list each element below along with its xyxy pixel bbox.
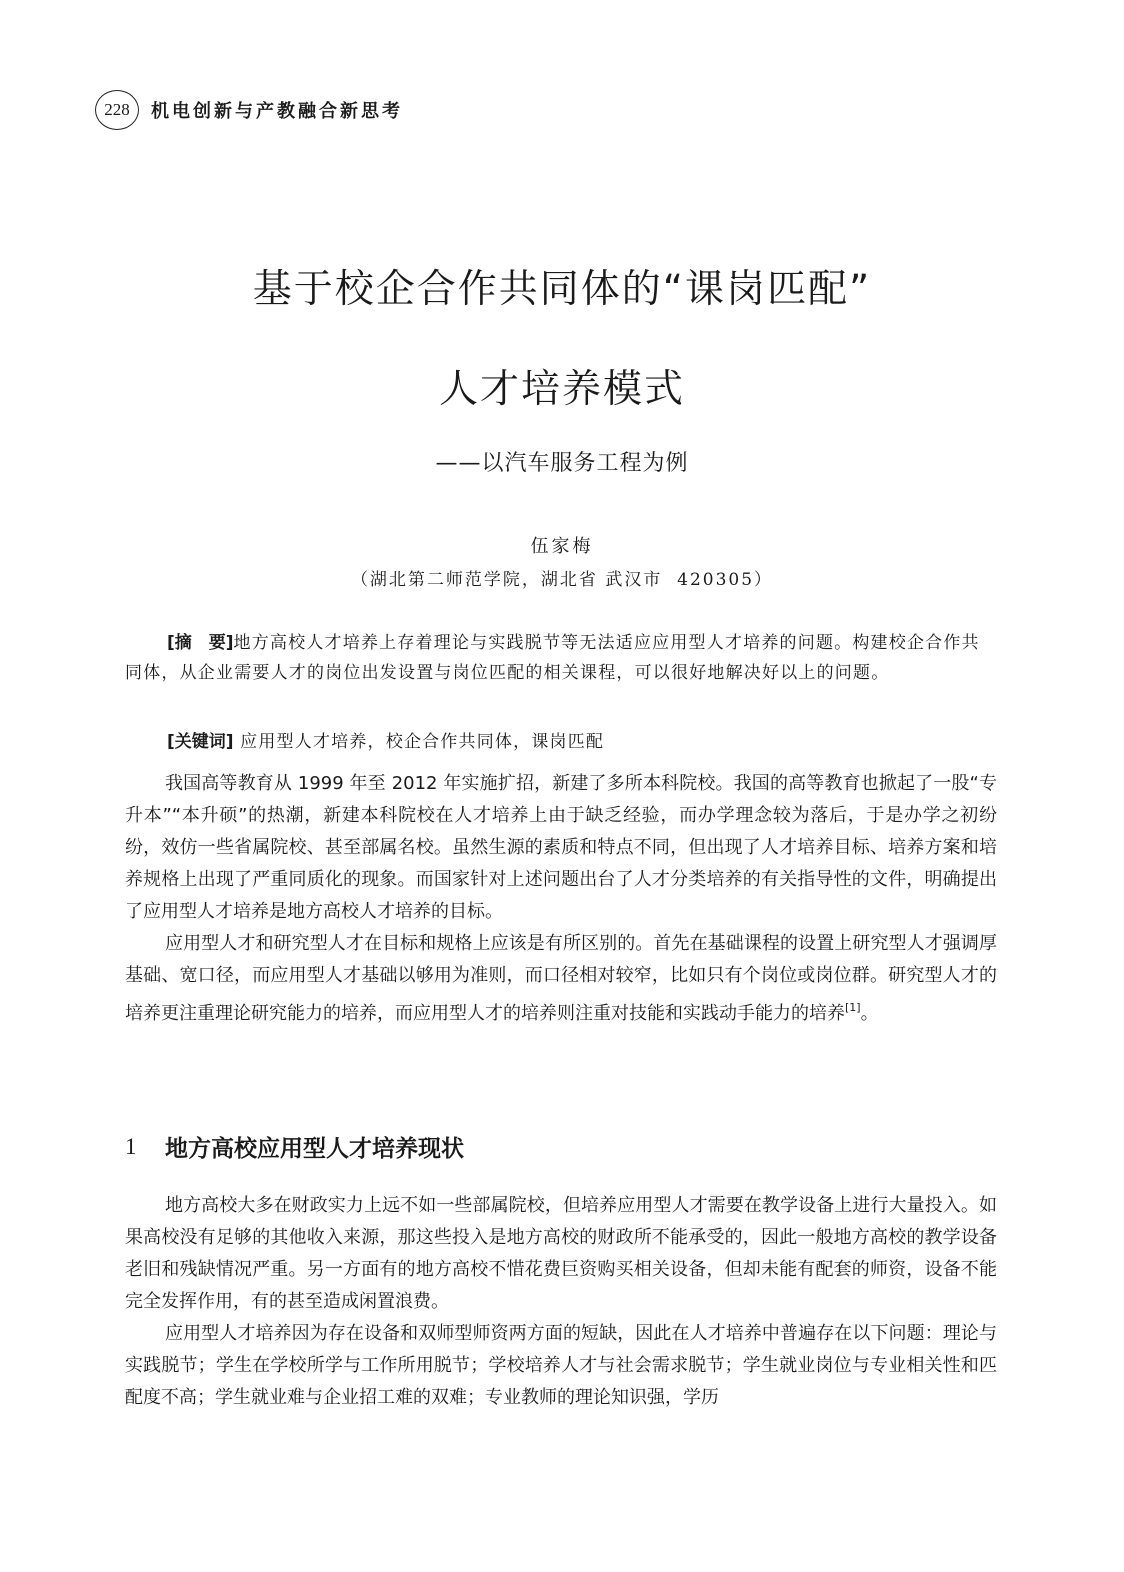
section-1-paragraph-2: 应用型人才培养因为存在设备和双师型师资两方面的短缺，因此在人才培养中普遍存在以下问题：理论与实践脱节；学生在学校所学与工作所用脱节；学校培养人才与社会需求脱节；学生就业岗位与专业相关性和匹配度不高；学生就业难与企业招工难的双难；专业教师的理论知识强，学历: [125, 1323, 997, 1408]
section-1-paragraph-1: 地方高校大多在财政实力上远不如一些部属院校，但培养应用型人才需要在教学设备上进行大量投入。如果高校没有足够的其他收入来源，那这些投入是地方高校的财政所不能承受的，因此一般地方高校的教学设备老旧和残缺情况严重。另一方面有的地方高校不惜花费巨资购买相关设备，但却未能有配套的师资，设备不能完全发挥作用，有的甚至造成闲置浪费。: [125, 1195, 997, 1312]
article-subtitle: ——以汽车服务工程为例: [435, 451, 689, 476]
abstract-text: 地方高校人才培养上存着理论与实践脱节等无法适应应用型人才培养的问题。构建校企合作共同体，从企业需要人才的岗位出发设置与岗位匹配的相关课程，可以很好地解决好以上的问题。: [125, 633, 980, 683]
running-title: 机电创新与产教融合新思考: [151, 101, 403, 122]
intro-paragraph-1: 我国高等教育从 1999 年至 2012 年实施扩招，新建了多所本科院校。我国的高等教育也掀起了一股“专升本”“本升硕”的热潮，新建本科院校在人才培养上由于缺乏经验，而办学理念较为落后，于是办学之初纷纷，效仿一些省属院校、甚至部属名校。虽然生源的素质和特点不同，但出现了人才培养目标、培养方案和培养规格上出现了严重同质化的现象。而国家针对上述问题出台了人才分类培养的有关指导性的文件，明确提出了应用型人才培养是地方高校人才培养的目标。: [125, 773, 997, 922]
keywords: [125, 727, 997, 757]
author-name: 伍家梅: [530, 536, 594, 557]
section-title: 地方高校应用型人才培养现状: [165, 1136, 464, 1162]
section-heading-1: [125, 1130, 464, 1163]
article-title-line-1: 基于校企合作共同体的“课岗匹配”: [252, 267, 872, 312]
keywords-text: 应用型人才培养，校企合作共同体，课岗匹配: [233, 732, 605, 752]
abstract-label: [摘 要]: [167, 633, 234, 653]
page-number-circle: [95, 90, 139, 130]
article-title-line-2: 人才培养模式: [438, 367, 685, 412]
intro-body: [125, 768, 997, 1030]
author-affiliation: （湖北第二师范学院，湖北省 武汉市 420305）: [350, 570, 774, 590]
intro-paragraph-2: [125, 928, 997, 1030]
intro-paragraph-2-text: 应用型人才和研究型人才在目标和规格上应该是有所区别的。首先在基础课程的设置上研究型人才强调厚基础、宽口径，而应用型人才基础以够用为准则，而口径相对较窄，比如只有个岗位或岗位群。研究型人才的培养更注重理论研究能力的培养，而应用型人才的培养则注重对技能和实践动手能力的培养: [125, 933, 997, 1024]
intro-paragraph-2-end: 。: [860, 1003, 879, 1024]
section-1-body: [125, 1190, 997, 1414]
abstract: [125, 628, 997, 688]
citation-marker: [1]: [845, 1001, 861, 1014]
section-number: 1: [125, 1133, 137, 1159]
page-number: 228: [104, 100, 130, 119]
keywords-label: [关键词]: [167, 732, 234, 752]
running-header: [95, 88, 403, 132]
